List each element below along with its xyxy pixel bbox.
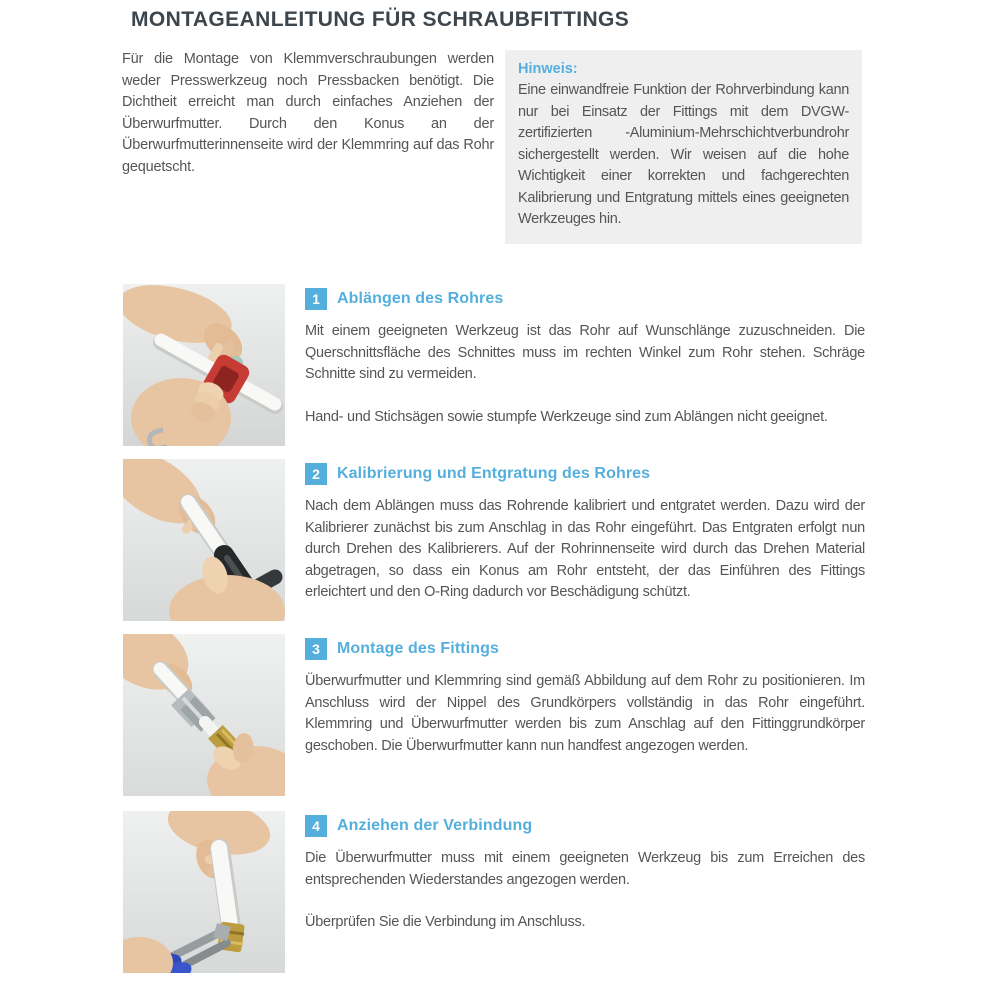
step-1-title: Ablängen des Rohres	[337, 290, 504, 307]
step-3	[123, 634, 865, 798]
step-2-photo-calibrating	[123, 459, 285, 621]
step-3-title: Montage des Fittings	[337, 640, 499, 657]
step-2	[123, 459, 865, 623]
page-title: MONTAGEANLEITUNG FÜR SCHRAUBFITTINGS	[131, 8, 630, 31]
step-1-text-2: Hand- und Stichsägen sowie stumpfe Werkzeuge sind zum Ablängen nicht geeignet.	[305, 408, 828, 425]
step-2-text: Nach dem Ablängen muss das Rohrende kalibriert und entgratet werden. Dazu wird der Kalibrierer zunächst bis zum Anschlag in das Rohr eingeführt. Das Entgraten erfolgt nun durch Drehen des Kalibrierers. Auf der Rohrinnenseite wird durch das Drehen Material abgetragen, so dass ein Konus am Rohr entsteht, der das Einführen des Fittings erleichtert und den O-Ring dadurch vor Beschädigung schützt.	[305, 498, 865, 600]
white-pipe	[219, 848, 231, 927]
step-4-text-2: Überprüfen Sie die Verbindung im Anschluss.	[305, 914, 586, 930]
step-4-text: Die Überwurfmutter muss mit einem geeigneten Werkzeug bis zum Erreichen des entsprechenden Wiederstandes angezogen werden.	[305, 850, 865, 888]
step-2-number-badge: 2	[305, 463, 327, 485]
step-1-photo-pipe-cutting	[123, 284, 285, 446]
step-4-number-badge: 4	[305, 815, 327, 837]
step-3-number-badge: 3	[305, 638, 327, 660]
note-label: Hinweis:	[518, 61, 578, 77]
step-1-number-badge: 1	[305, 288, 327, 310]
intro-paragraph: Für die Montage von Klemmverschraubungen werden weder Presswerkzeug noch Pressbacken benötigt. Die Dichtheit erreicht man durch einfaches Anziehen der Überwurfmutter. Durch den Konus an der Überwurfmutterinnenseite wird der Klemmring auf das Rohr gequetscht.	[122, 51, 494, 175]
note-box	[505, 50, 862, 244]
step-4-title: Anziehen der Verbindung	[337, 817, 533, 834]
pipe-end	[205, 722, 215, 733]
step-1-text: Mit einem geeigneten Werkzeug ist das Rohr auf Wunschlänge zuzuschneiden. Die Querschnittsfläche des Schnittes muss im rechten Winkel zum Rohr stehen. Schräge Schnitte sind zu vermeiden.	[305, 323, 865, 382]
step-4-photo-tightening	[123, 811, 285, 973]
step-4	[123, 811, 865, 975]
note-text: Eine einwandfreie Funktion der Rohrverbindung kann nur bei Einsatz der Fittings mit dem DVGW-zertifizierten -Aluminium-Mehrschichtverbundrohr sichergestellt werden. Wir weisen auf die hohe Wichtigkeit einer korrekten und fachgerechten Kalibrierung und Entgratung mittels eines geeigneten Werkzeuges hin.	[518, 82, 849, 227]
step-3-photo-fitting-assembly	[123, 634, 285, 796]
step-3-text: Überwurfmutter und Klemmring sind gemäß Abbildung auf dem Rohr zu positionieren. Im Anschluss wird der Nippel des Grundkörpers vollständig in das Rohr eingeführt. Klemmring und Überwurfmutter werden bis zum Anschlag auf den Fittinggrundkörper geschoben. Die Überwurfmutter kann nun handfest angezogen werden.	[305, 673, 865, 754]
step-2-title: Kalibrierung und Entgratung des Rohres	[337, 465, 651, 482]
step-1	[123, 284, 865, 448]
